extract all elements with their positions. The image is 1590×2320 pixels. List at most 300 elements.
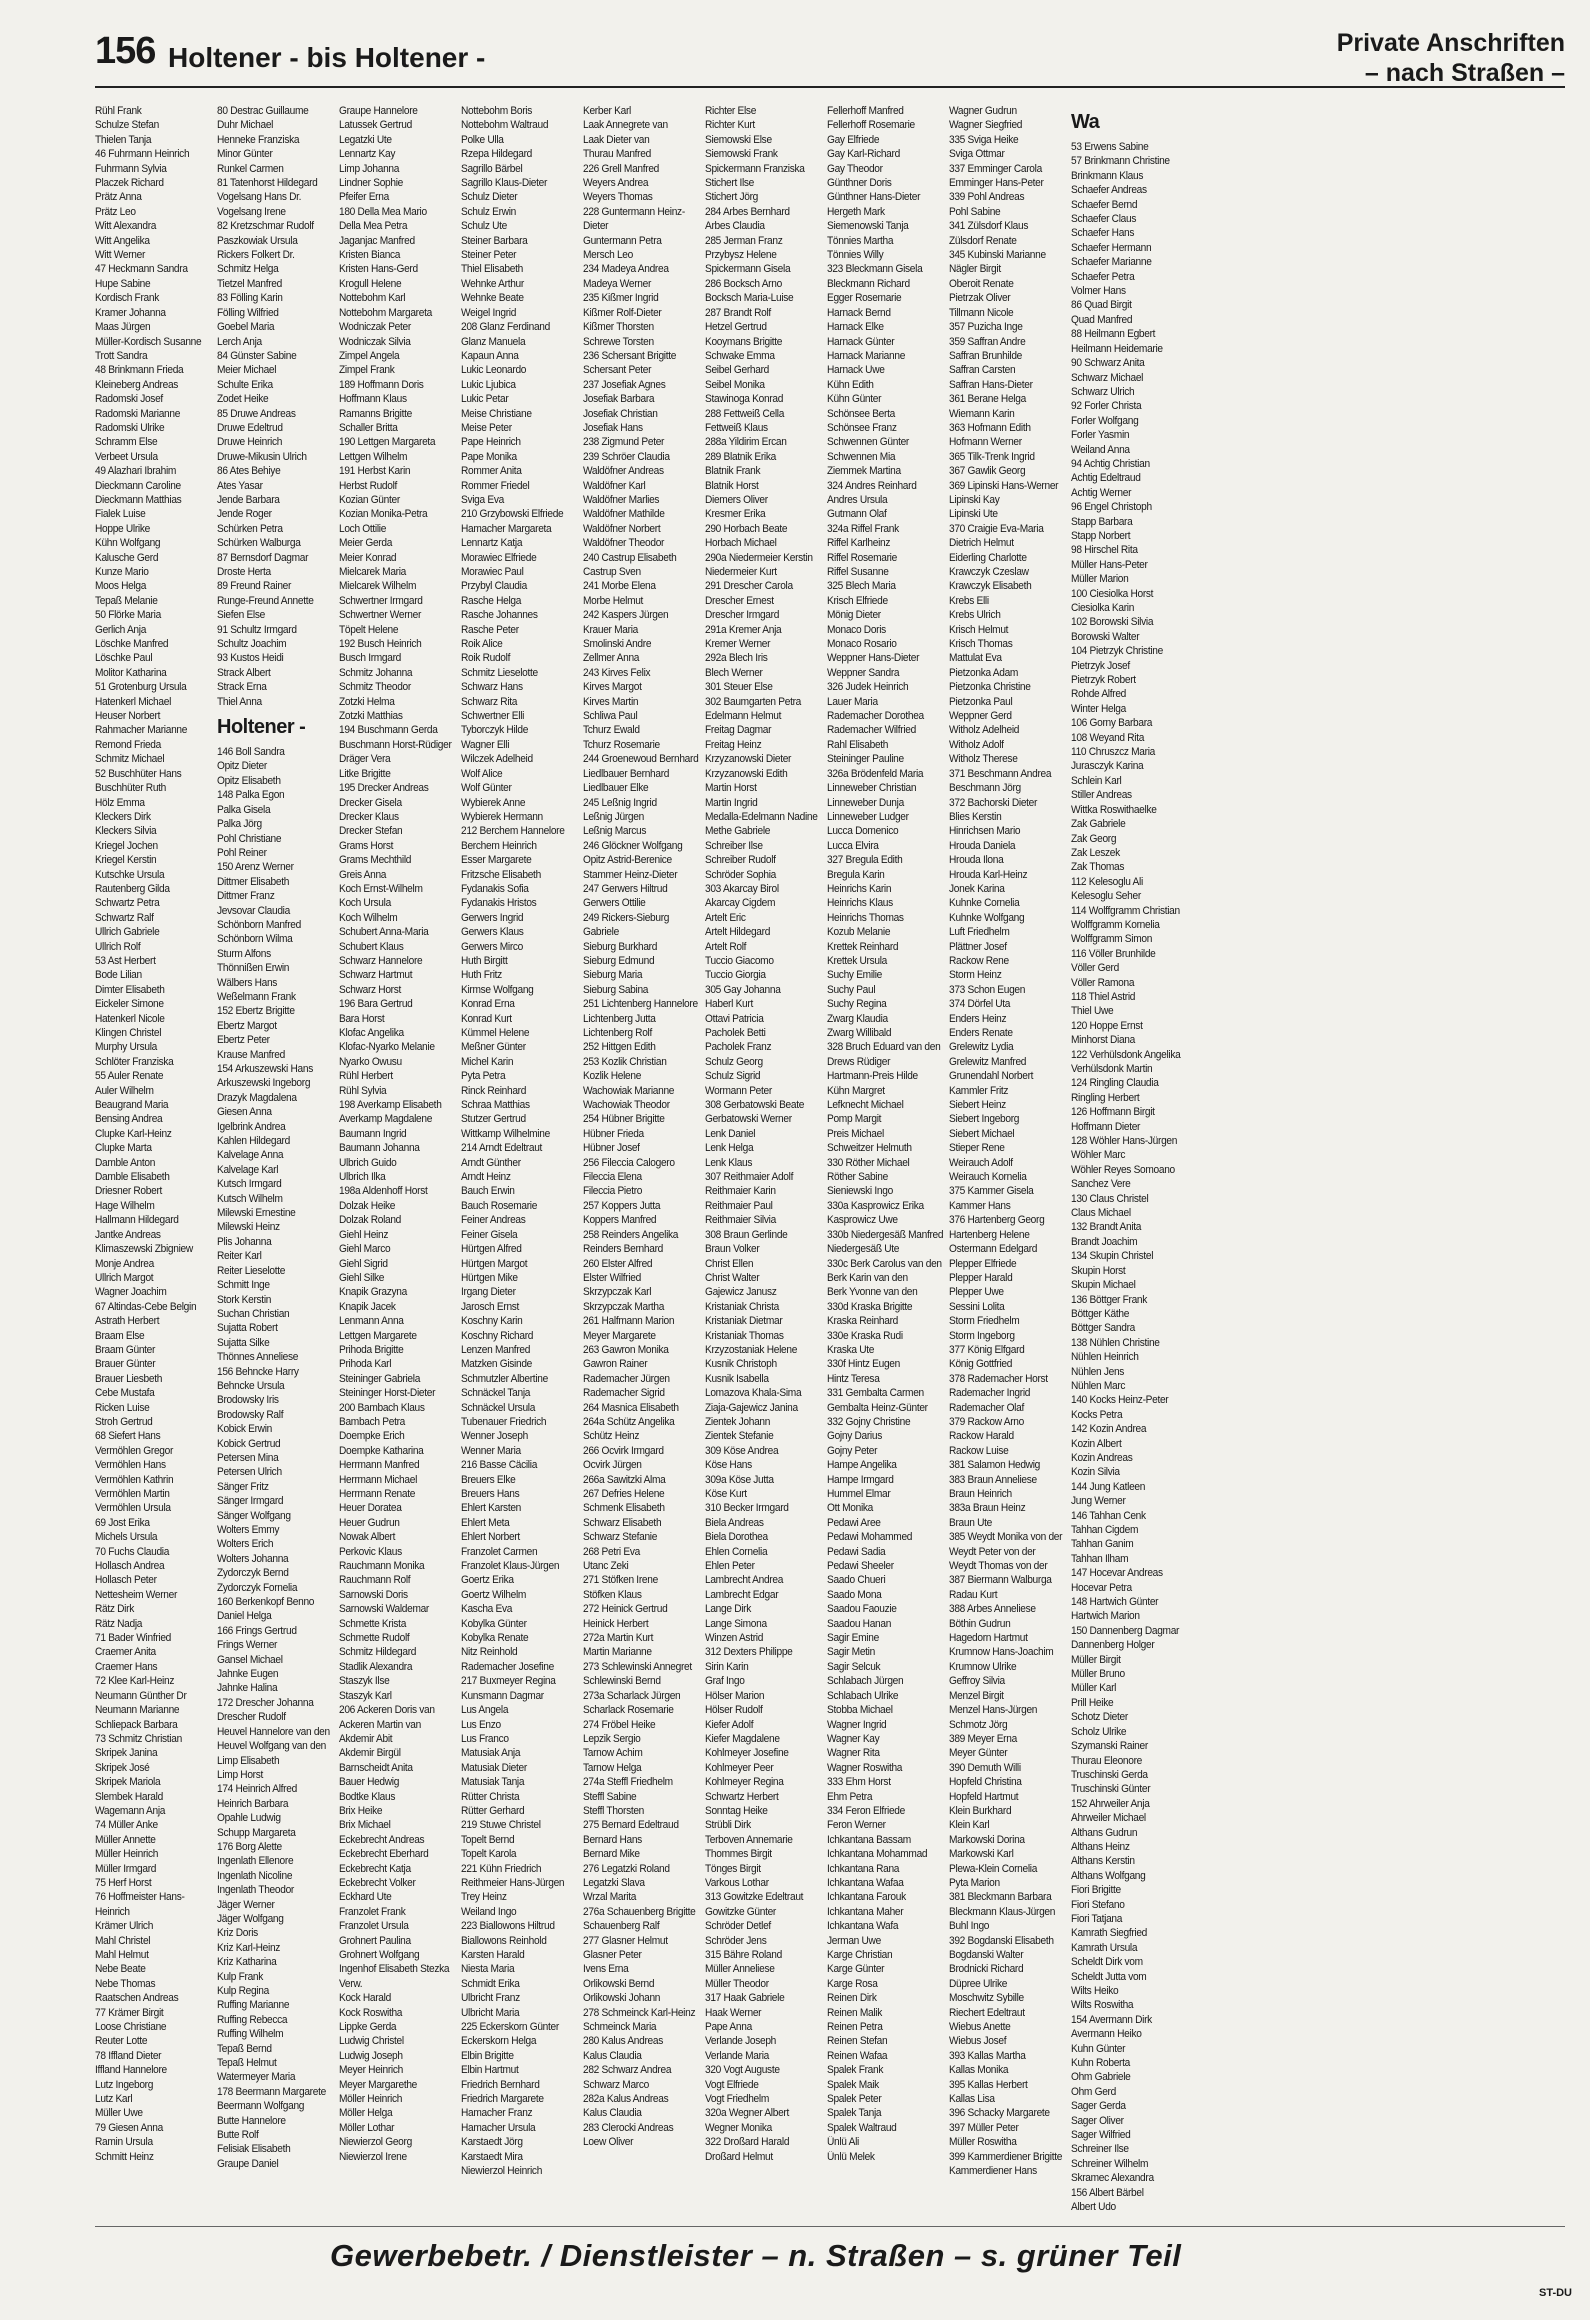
section-heading-line2: – nach Straßen – [1364, 59, 1565, 87]
street-section-heading: Wa [1071, 111, 1100, 133]
directory-entry: 78 Iffland Dieter [95, 2049, 162, 2062]
directory-entry: Richter Kurt [705, 119, 755, 132]
directory-entry: Kutsch Irmgard [217, 1178, 282, 1191]
directory-entry: Waldöfner Karl [583, 479, 646, 492]
directory-entry: Richter Else [705, 105, 757, 117]
directory-entry: Krawczyk Elisabeth [949, 580, 1032, 593]
directory-entry: Tuccio Giacomo [705, 954, 774, 967]
directory-entry: Hübner Josef [583, 1142, 640, 1155]
directory-entry: Stawinoga Konrad [705, 393, 784, 406]
directory-entry: 290 Horbach Beate [705, 522, 788, 535]
directory-entry: Tepaß Bernd [217, 2042, 272, 2055]
directory-entry: Harnack Marianne [827, 349, 906, 362]
directory-entry: Krisch Helmut [949, 623, 1009, 636]
directory-entry: Lutz Karl [95, 2093, 133, 2106]
directory-entry: Vermöhlen Martin [95, 1488, 170, 1500]
directory-entry: Smolinski Andre [583, 638, 652, 651]
directory-entry: Hofmann Werner [949, 436, 1022, 449]
directory-entry: Prihoda Karl [339, 1358, 392, 1371]
directory-entry: 176 Borg Alette [217, 1840, 282, 1853]
directory-entry: Gay Elfriede [827, 133, 880, 146]
directory-entry: Krzyzostaniak Helene [705, 1343, 798, 1356]
directory-entry: 388 Arbes Anneliese [949, 1603, 1036, 1616]
directory-entry: 226 Grell Manfred [583, 162, 660, 175]
directory-entry: Stroh Gertrud [95, 1415, 153, 1428]
directory-entry: Zwarg Willibald [827, 1027, 892, 1039]
directory-entry: Dittmer Elisabeth [217, 875, 290, 888]
directory-entry: Karge Günter [827, 1963, 885, 1976]
directory-entry: 152 Ebertz Brigitte [217, 1005, 295, 1018]
directory-entry: Pape Anna [705, 2021, 752, 2034]
directory-entry: 330b Niedergesäß Manfred [827, 1228, 944, 1241]
directory-entry: Reinen Petra [827, 2021, 883, 2034]
directory-entry: Sieburg Maria [583, 969, 643, 982]
directory-entry: Lucca Domenico [827, 825, 899, 838]
directory-entry: 47 Heckmann Sandra [95, 263, 188, 276]
directory-entry: Josefiak Christian [583, 407, 658, 420]
directory-entry: Laak Annegrete van [583, 119, 668, 132]
directory-entry: Eckerskorn Helga [461, 2035, 537, 2048]
directory-entry: Kobylka Renate [461, 1632, 529, 1645]
directory-entry: 221 Kühn Friedrich [461, 1862, 542, 1875]
directory-entry: 180 Della Mea Mario [339, 205, 427, 218]
directory-entry: Steffl Thorsten [583, 1804, 645, 1817]
directory-entry: 372 Bachorski Dieter [949, 796, 1038, 809]
directory-entry: Elster Wilfried [583, 1271, 641, 1284]
directory-entry: 322 Droßard Harald [705, 2136, 790, 2149]
directory-entry: Zak Georg [1071, 832, 1117, 845]
directory-entry: 312 Dexters Philippe [705, 1646, 793, 1659]
directory-entry: Sieburg Burkhard [583, 940, 658, 953]
directory-entry: 264a Schütz Angelika [583, 1415, 675, 1428]
directory-entry: Rautenberg Gilda [95, 882, 170, 895]
directory-entry: Schaefer Marianne [1071, 256, 1152, 269]
directory-entry: Hollasch Andrea [95, 1560, 165, 1573]
directory-entry: Grelewitz Manfred [949, 1055, 1027, 1068]
directory-entry: Strübli Dirk [705, 1819, 751, 1832]
directory-entry: 70 Fuchs Claudia [95, 1545, 170, 1558]
directory-entry: 243 Kirves Felix [583, 666, 651, 679]
directory-entry: Nottebohm Waltraud [461, 119, 549, 132]
directory-entry: Methe Gabriele [705, 825, 771, 838]
directory-entry: Forler Yasmin [1071, 429, 1130, 442]
directory-entry: 83 Fölling Karin [217, 292, 283, 305]
directory-entry: Kuhnke Cornelia [949, 897, 1020, 910]
directory-entry: Kümmel Helene [461, 1027, 530, 1039]
directory-entry: Steininger Pauline [827, 753, 904, 766]
directory-entry: 124 Ringling Claudia [1071, 1077, 1159, 1090]
directory-entry: 315 Bähre Roland [705, 1949, 782, 1961]
directory-entry: 236 Schersant Brigitte [583, 349, 677, 362]
directory-entry: Tubenauer Friedrich [461, 1415, 547, 1428]
directory-entry: 235 Kißmer Ingrid [583, 292, 659, 305]
directory-entry: Schubert Anna-Maria [339, 926, 429, 939]
directory-entry: 116 Völler Brunhilde [1071, 947, 1156, 960]
directory-entry: Liedlbauer Elke [583, 782, 649, 795]
directory-entry: Kleckers Dirk [95, 810, 151, 823]
directory-entry: Franzolet Carmen [461, 1545, 538, 1558]
directory-entry: 46 Fuhrmann Heinrich [95, 148, 190, 161]
directory-entry: Schürken Walburga [217, 537, 301, 550]
directory-entry: Stiller Andreas [1071, 789, 1132, 802]
directory-entry: Tietzel Manfred [217, 277, 282, 290]
directory-entry: Hergeth Mark [827, 205, 885, 218]
directory-entry: Thiel Uwe [1071, 1005, 1114, 1018]
directory-entry: Jäger Wolfgang [217, 1912, 284, 1925]
directory-entry: Hölz Emma [95, 796, 145, 809]
directory-entry: Zwarg Klaudia [827, 1012, 888, 1025]
directory-entry: 324a Riffel Frank [827, 522, 899, 535]
directory-entry: Herrmann Michael [339, 1473, 418, 1486]
directory-entry: Bernard Mike [583, 1848, 640, 1861]
directory-entry: 68 Siefert Hans [95, 1430, 161, 1443]
directory-entry: Bensing Andrea [95, 1113, 163, 1126]
directory-entry: Grams Mechthild [339, 854, 412, 867]
directory-entry: Dräger Vera [339, 753, 391, 766]
directory-entry: Lambrecht Andrea [705, 1574, 784, 1587]
directory-entry: Lerch Anja [217, 335, 262, 348]
directory-entry: Blatnik Horst [705, 479, 759, 492]
directory-entry: Driesner Robert [95, 1185, 163, 1198]
directory-entry: 359 Saffran Andre [949, 335, 1026, 348]
directory-entry: Gajewicz Janusz [705, 1286, 777, 1299]
directory-entry: 212 Berchem Hannelore [461, 825, 565, 838]
directory-entry: 377 König Elfgard [949, 1343, 1025, 1356]
directory-entry: Prill Heike [1071, 1696, 1114, 1709]
directory-entry: Weßelmann Frank [217, 990, 296, 1003]
directory-entry: Waldöfner Norbert [583, 522, 661, 535]
directory-entry: Castrup Sven [583, 566, 641, 578]
directory-entry: Pfeifer Erna [339, 191, 389, 204]
directory-entry: Schaefer Claus [1071, 213, 1137, 226]
directory-entry: Litke Brigitte [339, 767, 391, 780]
directory-entry: Skramec Alexandra [1071, 2172, 1154, 2185]
directory-entry: Krumnow Ulrike [949, 1660, 1017, 1673]
directory-entry: Jende Roger [217, 508, 272, 521]
directory-entry: Monaco Doris [827, 623, 886, 636]
directory-entry: Müller Annette [95, 1833, 156, 1846]
directory-entry: Forler Wolfgang [1071, 414, 1139, 427]
directory-entry: 324 Andres Reinhard [827, 479, 917, 492]
directory-entry: Klofac Angelika [339, 1027, 404, 1039]
directory-entry: Hampe Irmgard [827, 1473, 894, 1486]
directory-entry: Friedrich Margarete [461, 2093, 544, 2106]
directory-entry: Krauer Maria [583, 623, 638, 636]
directory-entry: 172 Drescher Johanna [217, 1696, 314, 1709]
directory-entry: Thiel Elisabeth [461, 263, 523, 276]
directory-entry: Reinders Bernhard [583, 1243, 663, 1256]
directory-entry: Zimpel Frank [339, 364, 395, 377]
directory-entry: Murphy Ursula [95, 1041, 158, 1054]
directory-entry: Hatenkerl Michael [95, 695, 172, 708]
directory-entry: Weirauch Adolf [949, 1156, 1013, 1169]
directory-entry: Lus Angela [461, 1704, 509, 1717]
directory-entry: Ates Yasar [217, 479, 263, 492]
directory-entry: Ehlert Karsten [461, 1502, 522, 1515]
directory-entry: Schnäckel Ursula [461, 1401, 536, 1414]
directory-entry: Lindner Sophie [339, 177, 403, 190]
directory-entry: Szymanski Rainer [1071, 1740, 1148, 1753]
directory-entry: Rommer Friedel [461, 479, 530, 492]
directory-entry: Günthner Hans-Dieter [827, 191, 921, 204]
directory-entry: Sanchez Vere [1071, 1178, 1131, 1191]
directory-entry: Zak Gabriele [1071, 818, 1126, 831]
directory-entry: Schulte Erika [217, 378, 273, 391]
directory-entry: Meier Michael [217, 364, 277, 377]
directory-entry: 395 Kallas Herbert [949, 2078, 1028, 2091]
directory-entry: Rätz Dirk [95, 1603, 134, 1616]
directory-entry: 48 Brinkmann Frieda [95, 364, 184, 377]
directory-entry: Witt Werner [95, 249, 146, 262]
directory-entry: Milewski Ernestine [217, 1207, 296, 1220]
directory-entry: Wolf Alice [461, 767, 503, 780]
directory-entry: Pietzonka Paul [949, 695, 1013, 708]
directory-entry: Jende Barbara [217, 493, 280, 506]
directory-entry: Lipinski Kay [949, 493, 1000, 506]
directory-entry: Hocevar Petra [1071, 1581, 1132, 1594]
directory-entry: 92 Forler Christa [1071, 400, 1142, 413]
directory-entry: Schreiner Ilse [1071, 2143, 1129, 2156]
directory-entry: Wenner Maria [461, 1444, 521, 1457]
directory-entry: 89 Freund Rainer [217, 580, 292, 593]
directory-entry: Sarnowski Waldemar [339, 1603, 430, 1616]
directory-entry: Kozian Günter [339, 493, 400, 506]
directory-entry: Kleckers Silvia [95, 825, 157, 838]
directory-entry: Runkel Carmen [217, 162, 284, 175]
directory-entry: Grohnert Paulina [339, 1934, 411, 1947]
directory-entry: 290a Niedermeier Kerstin [705, 551, 813, 564]
directory-entry: Heuvel Hannelore van den [217, 1725, 330, 1738]
directory-entry: Morawiec Elfriede [461, 551, 537, 564]
directory-entry: 244 Groenewoud Bernhard [583, 753, 699, 766]
directory-entry: Wagner Ingrid [827, 1718, 887, 1731]
directory-entry: Jonek Karina [949, 882, 1005, 895]
directory-entry: Fellerhoff Rosemarie [827, 119, 915, 132]
directory-entry: 357 Puzicha Inge [949, 321, 1023, 334]
directory-entry: Quad Manfred [1071, 313, 1133, 326]
directory-entry: Weiland Anna [1071, 443, 1130, 456]
directory-entry: 77 Krämer Birgit [95, 2006, 164, 2019]
directory-entry: 374 Dörfel Uta [949, 998, 1011, 1011]
directory-entry: Meise Christiane [461, 407, 532, 420]
directory-entry: Barnscheidt Anita [339, 1761, 413, 1774]
directory-entry: Kalvelage Anna [217, 1149, 284, 1162]
directory-entry: Thurau Eleonore [1071, 1754, 1143, 1767]
directory-entry: Ricken Luise [95, 1401, 150, 1414]
directory-entry: Bauer Hedwig [339, 1776, 400, 1789]
directory-entry: Wenner Joseph [461, 1430, 528, 1443]
directory-entry: Saado Mona [827, 1588, 882, 1601]
directory-entry: Kriegel Jochen [95, 839, 158, 852]
directory-entry: Goebel Maria [217, 321, 275, 334]
directory-entry: Schwarz Elisabeth [583, 1516, 662, 1529]
directory-entry: Lefknecht Michael [827, 1099, 904, 1112]
directory-entry: Milewski Heinz [217, 1221, 280, 1234]
directory-entry: Gembalta Heinz-Günter [827, 1401, 928, 1414]
directory-entry: Fuhrmann Sylvia [95, 162, 167, 175]
directory-entry: 160 Berkenkopf Benno [217, 1596, 315, 1609]
directory-entry: Palka Gisela [217, 803, 271, 816]
directory-entry: Kalus Claudia [583, 2049, 642, 2062]
directory-entry: Schwennen Mia [827, 450, 896, 463]
directory-entry: Reinen Dirk [827, 1992, 877, 2005]
directory-entry: Schaller Britta [339, 421, 398, 434]
directory-entry: Kulp Frank [217, 1970, 264, 1983]
directory-entry: Schultz Joachim [217, 638, 287, 651]
directory-entry: Herrmann Manfred [339, 1459, 420, 1472]
directory-entry: Storm Friedhelm [949, 1315, 1020, 1328]
directory-entry: Pohl Christiane [217, 832, 282, 845]
directory-entry: Pacholek Betti [705, 1027, 766, 1039]
directory-entry: 308 Braun Gerlinde [705, 1228, 788, 1241]
directory-entry: Martin Ingrid [705, 796, 758, 809]
directory-entry: Zientek Stefanie [705, 1430, 774, 1443]
directory-entry: Esser Margarete [461, 854, 532, 867]
directory-entry: Karstaedt Jörg [461, 2136, 523, 2149]
directory-entry: 251 Lichtenberg Hannelore [583, 998, 698, 1011]
directory-entry: Ünlü Ali [827, 2136, 859, 2149]
directory-entry: Steffl Sabine [583, 1790, 637, 1803]
directory-entry: Andres Ursula [827, 493, 888, 506]
directory-entry: Rühl Frank [95, 105, 142, 117]
directory-entry: Arndt Günther [461, 1156, 521, 1169]
directory-entry: Vogelsang Hans Dr. [217, 191, 302, 204]
directory-entry: Truschinski Günter [1071, 1783, 1151, 1796]
directory-entry: Kallas Monika [949, 2064, 1009, 2077]
directory-entry: Drazyk Magdalena [217, 1091, 297, 1104]
corner-code: ST-DU [1539, 2287, 1572, 2299]
directory-entry: Michels Ursula [95, 1531, 158, 1544]
directory-entry: Doempke Erich [339, 1430, 405, 1443]
directory-entry: Meyer Heinrich [339, 2064, 403, 2077]
directory-entry: Herbst Rudolf [339, 479, 398, 492]
directory-entry: Feiner Gisela [461, 1228, 518, 1241]
directory-entry: Schreiner Wilhelm [1071, 2157, 1149, 2170]
directory-entry: Plis Johanna [217, 1235, 272, 1248]
directory-entry: Brix Michael [339, 1819, 391, 1832]
directory-entry: Kozlik Helene [583, 1070, 642, 1083]
directory-entry: Lomazova Khala-Sima [705, 1387, 802, 1400]
directory-entry: Petersen Mina [217, 1451, 279, 1464]
directory-entry: Kutschke Ursula [95, 868, 165, 881]
directory-entry: Zotzki Matthias [339, 710, 403, 723]
directory-entry: Vogt Friedhelm [705, 2093, 769, 2106]
directory-entry: Koch Wilhelm [339, 911, 398, 924]
directory-entry: Schwarz Horst [339, 983, 402, 996]
directory-entry: Schliepack Barbara [95, 1718, 178, 1731]
directory-entry: Thiel Anna [217, 695, 262, 708]
directory-entry: 90 Schwarz Anita [1071, 357, 1145, 370]
directory-entry: Schaefer Bernd [1071, 198, 1138, 211]
directory-entry: Wagemann Anja [95, 1804, 166, 1817]
directory-entry: Radomski Ulrike [95, 421, 165, 434]
directory-entry: Scholz Ulrike [1071, 1725, 1127, 1738]
directory-entry: 69 Jost Erika [95, 1516, 150, 1529]
directory-entry: 53 Ast Herbert [95, 954, 156, 967]
directory-entry: Kerber Karl [583, 105, 631, 117]
directory-entry: Koppers Manfred [583, 1214, 657, 1227]
directory-entry: Ulbrich Guido [339, 1156, 397, 1169]
directory-entry: 273 Schlewinski Annegret [583, 1660, 692, 1673]
directory-entry: 330c Berk Carolus van den [827, 1257, 942, 1270]
directory-entry: Achtig Werner [1071, 486, 1132, 499]
directory-entry: Karge Christian [827, 1949, 893, 1961]
street-section-heading: Holtener - [217, 716, 306, 739]
directory-entry: Doempke Katharina [339, 1444, 424, 1457]
directory-entry: Köse Hans [705, 1459, 752, 1472]
directory-entry: Rahl Elisabeth [827, 738, 889, 751]
directory-entry: 387 Biermann Walburga [949, 1574, 1052, 1587]
directory-entry: Graupe Daniel [217, 2157, 279, 2170]
directory-entry: Zydorczyk Fornelia [217, 1581, 298, 1594]
directory-entry: 345 Kubinski Marianne [949, 249, 1046, 262]
directory-entry: Kobick Gertrud [217, 1437, 281, 1450]
directory-entry: Müller Heinrich [95, 1848, 159, 1861]
directory-entry: Heinick Herbert [583, 1617, 649, 1630]
directory-entry: Schwertner Elli [461, 710, 525, 723]
directory-entry: 373 Schon Eugen [949, 983, 1026, 996]
directory-entry: Staszyk Ilse [339, 1675, 390, 1688]
directory-entry: 278 Schmeinck Karl-Heinz [583, 2006, 696, 2019]
directory-entry: Schramm Else [95, 436, 158, 449]
directory-entry: Mersch Leo [583, 249, 633, 262]
directory-entry: Rackow Luise [949, 1444, 1009, 1457]
directory-entry: Wegner Monika [705, 2121, 772, 2134]
directory-entry: 275 Bernard Edeltraud [583, 1819, 679, 1832]
directory-entry: Schulz Erwin [461, 205, 516, 218]
directory-entry: Reithmaier Silvia [705, 1214, 776, 1227]
directory-entry: Wachowiak Theodor [583, 1099, 670, 1112]
directory-entry: Ehlert Meta [461, 1516, 510, 1529]
directory-entry: Krause Manfred [217, 1048, 285, 1061]
directory-entry: Kristaniak Christa [705, 1300, 780, 1313]
directory-entry: Ziemmek Martina [827, 465, 901, 478]
directory-entry: Henneke Franziska [217, 133, 300, 146]
directory-entry: 206 Ackeren Doris van [339, 1704, 435, 1717]
directory-entry: Koch Ernst-Wilhelm [339, 882, 423, 895]
directory-entry: Hagedorn Hartmut [949, 1632, 1028, 1645]
directory-entry: Butte Hannelore [217, 2114, 286, 2127]
directory-entry: Klofac-Nyarko Melanie [339, 1041, 435, 1054]
directory-entry: Thommes Birgit [705, 1848, 772, 1861]
directory-entry: Clupke Karl-Heinz [95, 1127, 172, 1140]
directory-entry: 392 Bogdanski Elisabeth [949, 1934, 1054, 1947]
directory-entry: Hartenberg Helene [949, 1228, 1030, 1241]
directory-entry: 86 Quad Birgit [1071, 299, 1132, 312]
directory-entry: Opitz Elisabeth [217, 774, 281, 787]
directory-entry: Plättner Josef [949, 940, 1007, 953]
directory-entry: Kuhnke Wolfgang [949, 911, 1025, 924]
directory-entry: Tahhan Ilham [1071, 1552, 1129, 1565]
directory-entry: Bode Lilian [95, 969, 142, 982]
directory-entry: Vermöhlen Kathrin [95, 1473, 174, 1486]
directory-entry: Schmenk Elisabeth [583, 1502, 665, 1515]
directory-entry: Braun Heinrich [949, 1488, 1012, 1500]
directory-entry: 148 Hartwich Günter [1071, 1596, 1159, 1609]
directory-entry: Kusnik Isabella [705, 1372, 769, 1385]
directory-entry: Schwartz Herbert [705, 1790, 779, 1803]
directory-entry: Schwarz Ulrich [1071, 385, 1135, 398]
directory-entry: Steiner Peter [461, 249, 517, 262]
directory-entry: Schlewinski Bernd [583, 1675, 661, 1688]
directory-entry: Goertz Erika [461, 1574, 514, 1587]
directory-entry: Terboven Annemarie [705, 1833, 793, 1846]
directory-entry: 341 Zülsdorf Klaus [949, 220, 1029, 233]
directory-entry: Hummel Elmar [827, 1488, 891, 1500]
directory-entry: Herrmann Renate [339, 1488, 416, 1500]
directory-entry: Löschke Manfred [95, 638, 169, 651]
directory-entry: Rackow Rene [949, 954, 1009, 967]
